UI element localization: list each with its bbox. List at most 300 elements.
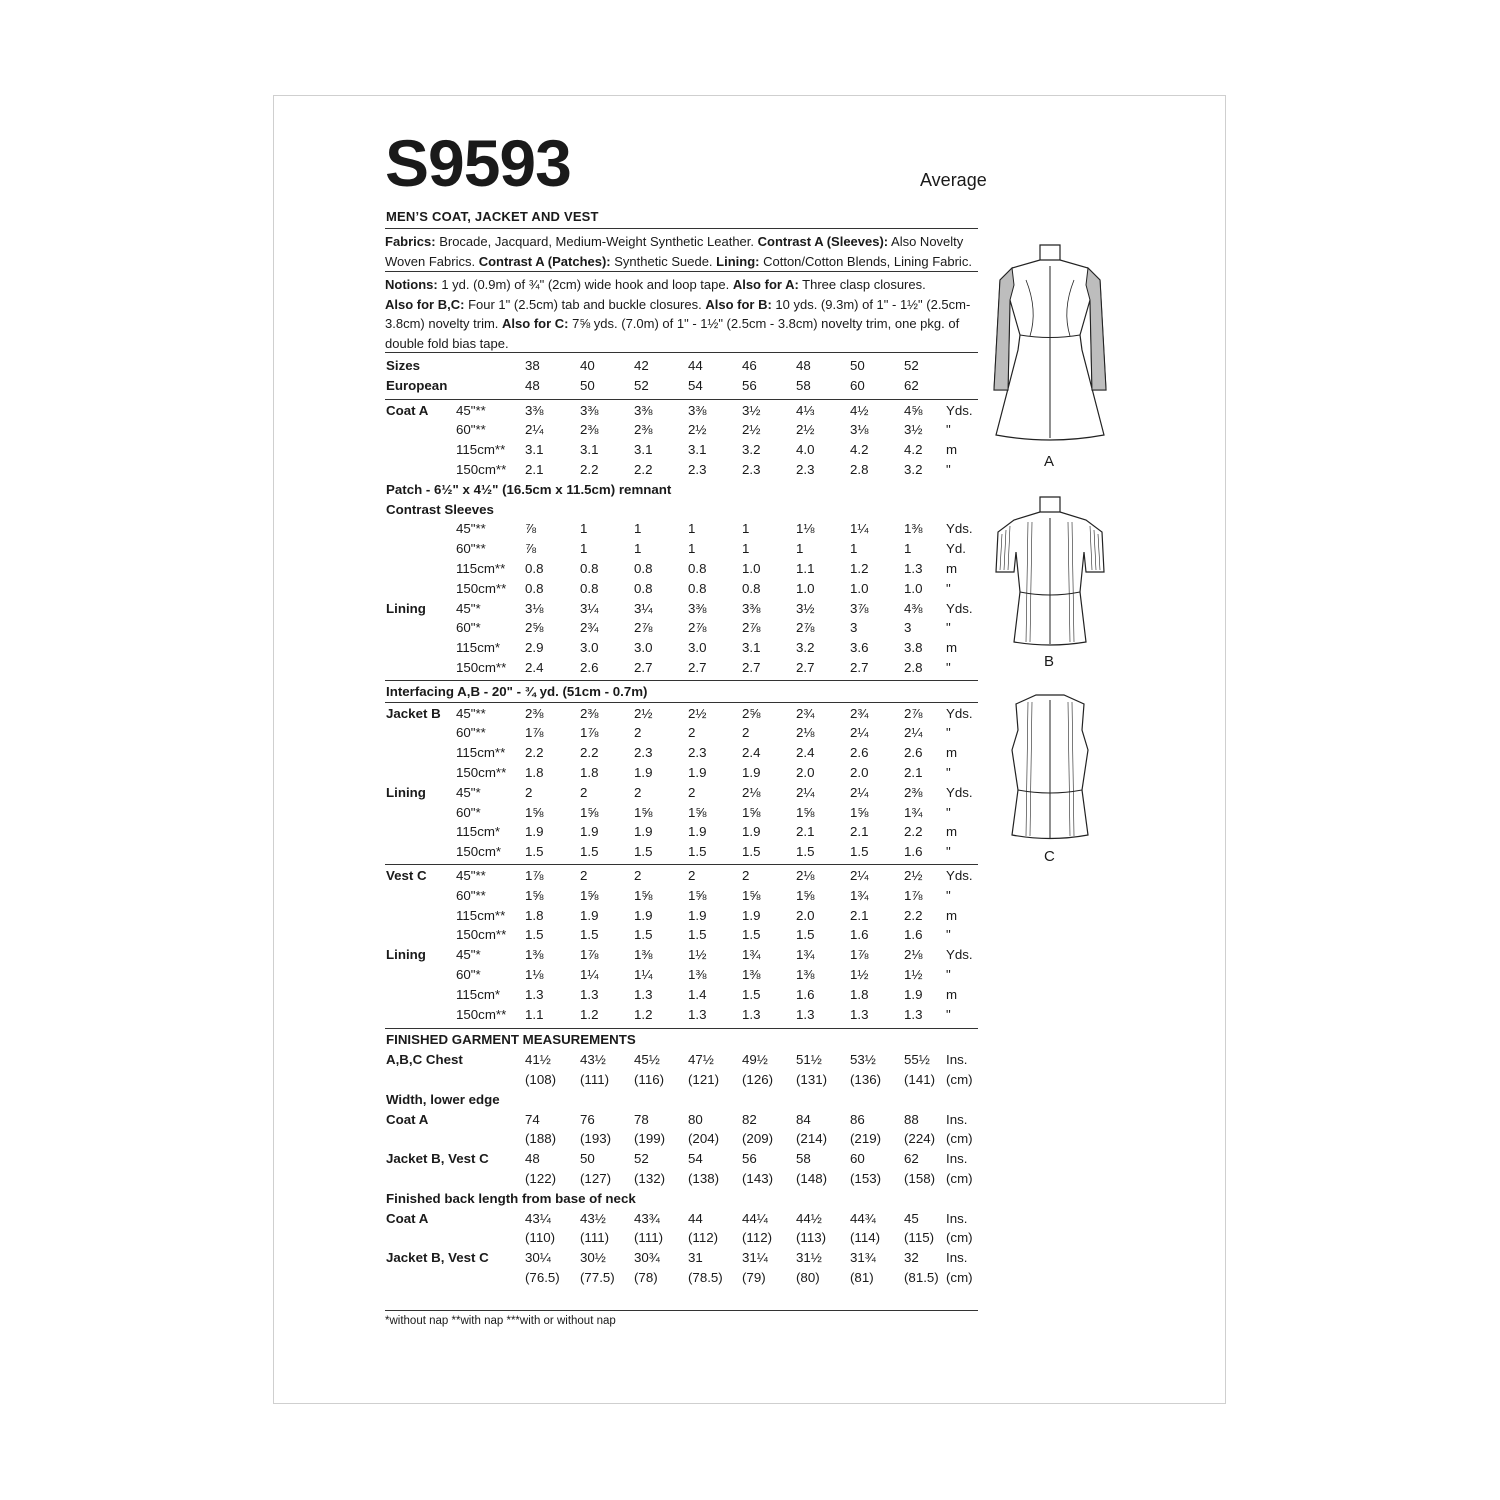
measurement-cell: 45½ (634, 1052, 660, 1068)
row-label: Lining (386, 784, 426, 800)
measurement-cell: (112) (742, 1230, 773, 1246)
measurement-cell: 52 (634, 1151, 649, 1167)
yardage-cell: 2⅞ (688, 620, 707, 636)
yardage-cell: 2⅞ (742, 620, 761, 636)
yardage-cell: 3 (904, 620, 912, 636)
yardage-cell: 1 (634, 521, 642, 537)
unit-label: " (946, 765, 951, 780)
measurement-cell: 80 (688, 1111, 703, 1127)
measurement-cell: (110) (525, 1230, 556, 1246)
yardage-cell: 1 (580, 541, 588, 557)
fabric-width: 115cm** (456, 442, 506, 458)
fabric-width: 150cm** (456, 660, 507, 675)
measurement-label: Width, lower edge (386, 1091, 500, 1107)
measurement-cell: 44¼ (742, 1210, 768, 1226)
yardage-cell: 1.6 (850, 927, 869, 943)
yardage-cell: 1.5 (525, 844, 544, 860)
measurement-cell: (111) (580, 1072, 610, 1087)
fabric-width: 150cm* (456, 844, 502, 860)
yardage-cell: 2¼ (850, 868, 869, 883)
yardage-cell: 1⅞ (580, 947, 599, 963)
measurement-cell: (112) (688, 1230, 719, 1246)
yardage-cell: 2 (742, 868, 750, 883)
yardage-cell: 2⅜ (525, 705, 544, 721)
measurement-cell: 78 (634, 1111, 649, 1127)
yardage-cell: 2.6 (904, 745, 923, 761)
fabric-width: 60"* (456, 967, 481, 982)
yardage-cell: 2 (742, 725, 750, 741)
pattern-number: S9593 (385, 126, 571, 200)
fabric-width: 45"** (456, 868, 486, 883)
yardage-cell: 1.9 (634, 824, 653, 840)
yardage-cell: 4⅝ (904, 402, 923, 418)
yardage-cell: 1.6 (904, 927, 923, 943)
notions-label: Notions: (385, 277, 438, 292)
row-label: Lining (386, 947, 426, 963)
yardage-cell: 1.5 (688, 927, 707, 943)
nap-footnote: *without nap **with nap ***with or without nap (385, 1315, 616, 1327)
yardage-cell: 1.9 (525, 824, 544, 840)
view-b-label: B (1044, 653, 1055, 670)
yardage-cell: 1¼ (634, 967, 653, 982)
yardage-cell: 1.0 (796, 580, 815, 596)
row-label: Coat A (386, 402, 429, 418)
also-c-label: Also for C: (502, 316, 569, 331)
yardage-cell: 2.2 (580, 745, 599, 761)
measurement-cell: (81) (850, 1270, 874, 1285)
fabric-width: 115cm** (456, 561, 506, 576)
yardage-cell: 3¼ (580, 600, 599, 616)
unit-label: (cm) (946, 1230, 973, 1246)
fabrics-paragraph (385, 232, 985, 271)
measurement-cell: 88 (904, 1111, 919, 1127)
yardage-cell: 2 (634, 784, 642, 800)
yardage-cell: 3⅜ (742, 600, 761, 616)
yardage-cell: 2.2 (634, 462, 653, 477)
unit-label: " (946, 660, 951, 675)
yardage-cell: 2.1 (850, 824, 869, 840)
yardage-cell: 1 (580, 521, 588, 537)
yardage-cell: 3.2 (796, 640, 815, 656)
yardage-cell: 0.8 (742, 580, 761, 596)
unit-label: m (946, 907, 958, 923)
measurement-cell: 30¾ (634, 1250, 660, 1266)
unit-label: m (946, 442, 958, 458)
measurement-cell: (111) (634, 1230, 664, 1246)
yardage-cell: 2½ (796, 422, 815, 438)
measurement-cell: (115) (904, 1230, 935, 1246)
unit-label: (cm) (946, 1131, 973, 1147)
contrast-patches-label: Contrast A (Patches): (478, 253, 611, 269)
yardage-cell: 1.6 (796, 986, 815, 1002)
yardage-cell: 2.2 (904, 824, 923, 840)
measurement-cell: (143) (742, 1171, 774, 1186)
divider (385, 352, 978, 353)
measurement-cell: 43½ (580, 1052, 606, 1068)
measurement-cell: 30½ (580, 1250, 606, 1266)
sizes-label: Sizes (386, 358, 421, 373)
measurement-cell: (132) (634, 1171, 666, 1186)
yardage-cell: 1.5 (742, 927, 761, 943)
lining-label: Lining: (716, 253, 760, 269)
size-value: 46 (742, 358, 757, 373)
yardage-cell: 2¼ (904, 725, 923, 741)
measurement-cell: 60 (850, 1151, 865, 1167)
also-b-label: Also for B: (705, 296, 772, 312)
yardage-cell: 2⅛ (904, 947, 923, 963)
measurement-cell: (148) (796, 1171, 828, 1186)
size-value: 44 (688, 358, 703, 373)
yardage-cell: 3⅞ (850, 600, 869, 616)
size-value: 50 (850, 358, 865, 373)
yardage-cell: 1 (850, 541, 858, 557)
yardage-cell: 2.8 (850, 462, 869, 477)
yardage-cell: 1.4 (688, 986, 707, 1002)
yardage-cell: 1.9 (580, 907, 599, 923)
yardage-cell: 2⅜ (904, 784, 923, 800)
yardage-cell: 1⅜ (904, 521, 923, 537)
yardage-cell: 1⅜ (742, 967, 761, 982)
yardage-cell: 1.3 (525, 986, 544, 1002)
coat-a-illustration (990, 240, 1110, 445)
yardage-cell: 1¼ (850, 521, 869, 537)
yardage-cell: 2.7 (796, 660, 815, 675)
measurement-cell: 74 (525, 1111, 540, 1127)
measurement-label: Coat A (386, 1210, 429, 1226)
european-label: European (386, 377, 448, 393)
measurement-label: Coat A (386, 1111, 429, 1127)
unit-label: m (946, 745, 958, 761)
yardage-cell: 2⅛ (796, 725, 815, 741)
yardage-cell: 2.4 (525, 660, 544, 675)
fabric-width: 60"** (456, 422, 486, 438)
section-subhead: Contrast Sleeves (386, 501, 494, 517)
measurement-cell: 44½ (796, 1210, 822, 1226)
unit-label: m (946, 986, 958, 1002)
yardage-cell: 1⅝ (580, 804, 599, 820)
yardage-cell: 2.6 (850, 745, 869, 761)
yardage-cell: 2 (580, 784, 588, 800)
yardage-cell: 2¾ (580, 620, 599, 636)
yardage-cell: 2.1 (904, 765, 923, 780)
yardage-cell: 2.0 (796, 765, 815, 780)
yardage-cell: 1⅝ (634, 887, 653, 903)
measurement-cell: (80) (796, 1270, 820, 1285)
measurement-cell: 31¼ (742, 1250, 768, 1266)
yardage-cell: 3⅜ (688, 402, 707, 418)
yardage-cell: 1⅛ (796, 521, 815, 537)
measurement-cell: 43½ (580, 1210, 606, 1226)
measurement-cell: (138) (688, 1171, 720, 1186)
measurement-cell: 41½ (525, 1052, 551, 1068)
row-label: Vest C (386, 868, 427, 883)
yardage-cell: 1.9 (904, 986, 923, 1002)
yardage-cell: 2½ (742, 422, 761, 438)
yardage-cell: 1⅝ (688, 804, 707, 820)
divider (385, 228, 978, 229)
yardage-cell: 1⅞ (525, 868, 544, 883)
measurement-label: Jacket B, Vest C (386, 1250, 489, 1266)
measurement-cell: 62 (904, 1151, 919, 1167)
yardage-cell: ⅞ (525, 541, 537, 557)
measurement-cell: (136) (850, 1072, 882, 1087)
section-note: Patch - 6½" x 4½" (16.5cm x 11.5cm) remnant (386, 481, 672, 497)
yardage-cell: 0.8 (525, 561, 544, 576)
unit-label: Yds. (946, 402, 973, 418)
unit-label: (cm) (946, 1270, 973, 1285)
size-value: 42 (634, 358, 649, 373)
european-size-value: 60 (850, 377, 865, 393)
yardage-cell: 1½ (850, 967, 869, 982)
measurement-cell: 32 (904, 1250, 919, 1266)
fabric-width: 115cm** (456, 907, 506, 923)
size-range-label: Average (920, 170, 987, 190)
yardage-cell: 1⅝ (525, 804, 544, 820)
unit-label: " (946, 422, 951, 438)
measurement-label: Finished back length from base of neck (386, 1190, 636, 1206)
yardage-cell: 2.0 (850, 765, 869, 780)
yardage-cell: 3.2 (742, 442, 761, 458)
yardage-cell: 3.1 (634, 442, 653, 458)
yardage-cell: 2.3 (634, 745, 653, 761)
fabrics-text: Brocade, Jacquard, Medium-Weight Synthetic Leather. (435, 234, 758, 249)
yardage-cell: 2 (580, 868, 588, 883)
vest-c-illustration (1000, 690, 1100, 845)
measurement-cell: 50 (580, 1151, 595, 1167)
yardage-cell: 2 (688, 725, 696, 741)
pattern-title: MEN’S COAT, JACKET AND VEST (386, 209, 599, 224)
yardage-cell: 2¼ (850, 784, 869, 800)
yardage-cell: 1.3 (904, 1006, 923, 1022)
measurement-cell: (113) (796, 1230, 827, 1246)
also-a-label: Also for A: (732, 277, 799, 292)
fabric-width: 45"** (456, 402, 486, 418)
measurement-cell: (188) (525, 1131, 557, 1147)
fabric-width: 115cm* (456, 986, 501, 1002)
yardage-cell: 1⅝ (742, 804, 761, 820)
measurement-cell: (214) (796, 1131, 828, 1147)
yardage-cell: 1.5 (634, 927, 653, 943)
yardage-cell: 1⅝ (796, 804, 815, 820)
yardage-cell: 1.0 (904, 580, 923, 596)
yardage-cell: 1.0 (850, 580, 869, 596)
yardage-cell: 3⅛ (525, 600, 544, 616)
yardage-cell: 2⅜ (634, 422, 653, 438)
also-bc-label: Also for B,C: (385, 296, 465, 312)
yardage-cell: 0.8 (688, 580, 707, 596)
measurement-cell: 58 (796, 1151, 811, 1167)
yardage-cell: 2 (688, 784, 696, 800)
measurement-cell: (158) (904, 1171, 936, 1186)
unit-label: Yds. (946, 868, 973, 883)
yardage-cell: 2.3 (742, 462, 761, 477)
measurement-cell: 44 (688, 1210, 703, 1226)
yardage-cell: 3.0 (688, 640, 707, 656)
yardage-cell: 3⅜ (634, 402, 653, 418)
yardage-cell: 1.5 (742, 844, 761, 860)
yardage-cell: 1 (796, 541, 804, 557)
unit-label: Ins. (946, 1210, 968, 1226)
yardage-cell: 1.9 (634, 907, 653, 923)
fabric-width: 150cm** (456, 927, 507, 943)
yardage-cell: 2⅞ (904, 705, 923, 721)
view-a-label: A (1044, 453, 1055, 470)
fabric-width: 60"** (456, 541, 486, 557)
yardage-cell: 1.3 (850, 1006, 869, 1022)
yardage-cell: 2½ (634, 705, 653, 721)
yardage-cell: 1.5 (742, 986, 761, 1002)
yardage-cell: 2.7 (850, 660, 869, 675)
measurement-cell: 76 (580, 1111, 595, 1127)
measurement-cell: 84 (796, 1111, 811, 1127)
unit-label: Yds. (946, 784, 973, 800)
yardage-cell: 1¾ (850, 887, 869, 903)
size-value: 48 (796, 358, 811, 373)
fabric-width: 45"** (456, 705, 486, 721)
measurement-cell: (114) (850, 1230, 881, 1246)
fabric-width: 45"* (456, 947, 481, 963)
yardage-cell: 1⅜ (634, 947, 653, 963)
yardage-cell: 2 (525, 784, 533, 800)
measurement-cell: 51½ (796, 1052, 822, 1068)
fabric-width: 60"** (456, 887, 486, 903)
yardage-cell: 2.7 (634, 660, 653, 675)
unit-label: " (946, 1006, 951, 1022)
yardage-cell: 1.5 (796, 927, 815, 943)
yardage-cell: 1⅞ (525, 725, 544, 741)
measurement-cell: (141) (904, 1072, 936, 1087)
yardage-cell: 3⅜ (688, 600, 707, 616)
yardage-cell: 2⅞ (634, 620, 653, 636)
yardage-cell: 1⅝ (525, 887, 544, 903)
yardage-cell: 1⅝ (634, 804, 653, 820)
yardage-cell: 2.3 (688, 745, 707, 761)
fabric-width: 45"* (456, 784, 481, 800)
measurement-cell: 31½ (796, 1250, 822, 1266)
measurement-cell: (199) (634, 1131, 666, 1147)
measurement-cell: (127) (580, 1171, 612, 1186)
measurement-cell: (209) (742, 1131, 774, 1147)
divider (385, 271, 978, 272)
yardage-cell: 2 (688, 868, 696, 883)
yardage-cell: 2 (634, 868, 642, 883)
yardage-cell: 2.6 (580, 660, 599, 675)
yardage-cell: 1.8 (850, 986, 869, 1002)
yardage-cell: 3.1 (580, 442, 599, 458)
notions-paragraph (385, 275, 985, 353)
unit-label: Yds. (946, 947, 973, 963)
measurement-cell: 30¼ (525, 1250, 551, 1266)
yardage-cell: 1⅝ (742, 887, 761, 903)
yardage-cell: 1.1 (525, 1006, 544, 1022)
yardage-cell: 2⅝ (742, 705, 761, 721)
european-size-value: 50 (580, 377, 595, 393)
measurement-cell: (224) (904, 1131, 936, 1147)
yardage-cell: 1¾ (742, 947, 761, 963)
fabric-width: 150cm** (456, 765, 507, 780)
yardage-cell: 2¾ (796, 705, 815, 721)
yardage-cell: 2.0 (796, 907, 815, 923)
yardage-cell: 1.5 (525, 927, 544, 943)
unit-label: m (946, 640, 958, 656)
unit-label: m (946, 561, 958, 576)
yardage-cell: 1⅝ (850, 804, 869, 820)
divider (385, 1310, 978, 1311)
unit-label: " (946, 620, 951, 636)
row-label: Jacket B (386, 705, 441, 721)
unit-label: " (946, 580, 951, 596)
measurement-cell: (111) (580, 1230, 610, 1246)
yardage-cell: 1.3 (580, 986, 599, 1002)
unit-label: Yds. (946, 600, 973, 616)
yardage-cell: 1⅜ (688, 967, 707, 982)
size-value: 52 (904, 358, 919, 373)
yardage-cell: 2.4 (742, 745, 761, 761)
yardage-cell: 1¾ (796, 947, 815, 963)
yardage-cell: 1.9 (634, 765, 653, 780)
yardage-cell: 1.6 (904, 844, 923, 860)
yardage-cell: 2¼ (796, 784, 815, 800)
yardage-cell: 1½ (904, 967, 923, 982)
measurement-cell: 55½ (904, 1052, 930, 1068)
yardage-cell: 2.3 (688, 462, 707, 477)
view-c-label: C (1044, 848, 1055, 865)
unit-label: Yds. (946, 705, 973, 721)
measurement-cell: 56 (742, 1151, 757, 1167)
row-label: Lining (386, 600, 426, 616)
measurement-cell: (131) (796, 1072, 828, 1087)
measurement-cell: (126) (742, 1072, 774, 1087)
yardage-cell: 2.2 (525, 745, 544, 761)
measurement-cell: (78.5) (688, 1270, 723, 1285)
yardage-cell: 1.3 (688, 1006, 707, 1022)
yardage-cell: 1 (742, 521, 750, 537)
divider (385, 864, 978, 865)
measurement-cell: 54 (688, 1151, 703, 1167)
yardage-cell: ⅞ (525, 521, 537, 537)
notions-text: 1 yd. (0.9m) of ¾" (2cm) wide hook and loop tape. (437, 277, 733, 292)
measurement-cell: 53½ (850, 1052, 876, 1068)
yardage-cell: 4½ (850, 402, 869, 418)
fabric-width: 150cm** (456, 1006, 507, 1022)
yardage-cell: 1⅛ (525, 967, 544, 982)
yardage-cell: 0.8 (634, 580, 653, 596)
european-size-value: 56 (742, 377, 757, 393)
yardage-cell: 1¼ (580, 967, 599, 982)
measurement-cell: 45 (904, 1210, 919, 1226)
yardage-cell: 4.2 (850, 442, 869, 458)
divider (385, 399, 978, 400)
yardage-cell: 2 (634, 725, 642, 741)
yardage-cell: 1⅞ (904, 887, 923, 903)
measurement-cell: (81.5) (904, 1270, 939, 1285)
contrast-patches-text: Synthetic Suede. (610, 253, 717, 269)
yardage-cell: 1⅝ (796, 887, 815, 903)
yardage-cell: 3.1 (525, 442, 544, 458)
measurement-cell: (79) (742, 1270, 766, 1285)
measurement-label: Jacket B, Vest C (386, 1151, 489, 1167)
yardage-cell: 2.8 (904, 660, 923, 675)
yardage-cell: 1.9 (742, 824, 761, 840)
unit-label: " (946, 804, 951, 820)
lining-text: Cotton/Cotton Blends, Lining Fabric. (759, 253, 972, 269)
yardage-cell: 2.3 (796, 462, 815, 477)
yardage-cell: 2.2 (580, 462, 599, 477)
yardage-cell: 1 (634, 541, 642, 557)
european-size-value: 62 (904, 377, 919, 393)
yardage-cell: 0.8 (580, 561, 599, 576)
unit-label: Ins. (946, 1151, 968, 1167)
